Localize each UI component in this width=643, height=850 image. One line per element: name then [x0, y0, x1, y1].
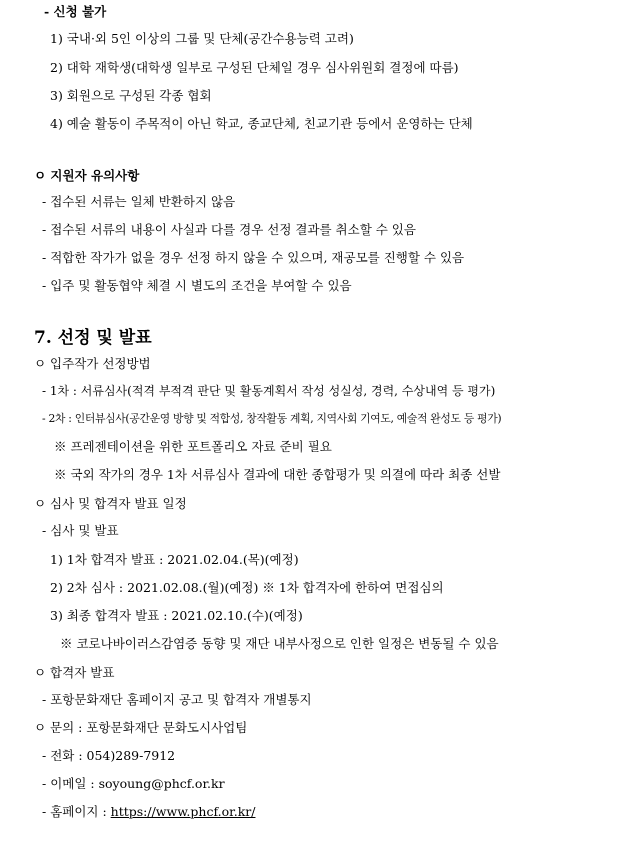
- restriction-item-3: 3) 회원으로 구성된 각종 협회: [50, 88, 212, 103]
- schedule-item-1: 1) 1차 합격자 발표 : 2021.02.04.(목)(예정): [50, 552, 299, 567]
- method-item-1: - 1차 : 서류심사(적격 부적격 판단 및 활동계획서 작성 성실성, 경력, 수상내역 등 평가): [42, 384, 496, 398]
- notes-item-1: - 접수된 서류는 일체 반환하지 않음: [42, 194, 236, 209]
- restriction-title: - 신청 불가: [44, 4, 107, 19]
- schedule-title: ㅇ 심사 및 합격자 발표 일정: [34, 496, 187, 511]
- announce-item: - 포항문화재단 홈페이지 공고 및 합격자 개별통지: [42, 692, 312, 707]
- method-title: ㅇ 입주작가 선정방법: [34, 356, 151, 371]
- method-item-2: - 2차 : 인터뷰심사(공간운영 방향 및 적합성, 창작활동 계획, 지역사회 기여도, 예술적 완성도 등 평가): [42, 412, 502, 425]
- restriction-item-2: 2) 대학 재학생(대학생 일부로 구성된 단체일 경우 심사위원회 결정에 따름): [50, 60, 459, 75]
- restriction-item-1: 1) 국내·외 5인 이상의 그룹 및 단체(공간수용능력 고려): [50, 31, 354, 46]
- notes-title: ㅇ 지원자 유의사항: [34, 168, 140, 183]
- schedule-sub: - 심사 및 발표: [42, 523, 119, 538]
- homepage-link[interactable]: https://www.phcf.or.kr/: [110, 804, 256, 819]
- schedule-note: ※ 코로나바이러스감염증 동향 및 재단 내부사정으로 인한 일정은 변동될 수 있음: [60, 636, 499, 651]
- notes-item-2: - 접수된 서류의 내용이 사실과 다를 경우 선정 결과를 취소할 수 있음: [42, 222, 416, 237]
- contact-homepage: [42, 804, 255, 820]
- method-note-2: ※ 국외 작가의 경우 1차 서류심사 결과에 대한 종합평가 및 의결에 따라 최종 선발: [54, 467, 501, 482]
- section7-heading: 7. 선정 및 발표: [34, 328, 152, 348]
- announce-title: ㅇ 합격자 발표: [34, 665, 115, 680]
- schedule-item-2: 2) 2차 심사 : 2021.02.08.(월)(예정) ※ 1차 합격자에 한하여 면접심의: [50, 580, 444, 595]
- schedule-item-3: 3) 최종 합격자 발표 : 2021.02.10.(수)(예정): [50, 608, 303, 623]
- restriction-item-4: 4) 예술 활동이 주목적이 아닌 학교, 종교단체, 친교기관 등에서 운영하는 단체: [50, 116, 473, 131]
- contact-title: ㅇ 문의 : 포항문화재단 문화도시사업팀: [34, 720, 248, 735]
- contact-email: - 이메일 : soyoung@phcf.or.kr: [42, 776, 225, 791]
- notes-item-4: - 입주 및 활동협약 체결 시 별도의 조건을 부여할 수 있음: [42, 278, 352, 293]
- contact-phone: - 전화 : 054)289-7912: [42, 748, 176, 763]
- method-note-1: ※ 프레젠테이션을 위한 포트폴리오 자료 준비 필요: [54, 439, 332, 454]
- contact-homepage-label: - 홈페이지 :: [42, 804, 111, 819]
- notes-item-3: - 적합한 작가가 없을 경우 선정 하지 않을 수 있으며, 재공모를 진행할 수 있음: [42, 250, 465, 265]
